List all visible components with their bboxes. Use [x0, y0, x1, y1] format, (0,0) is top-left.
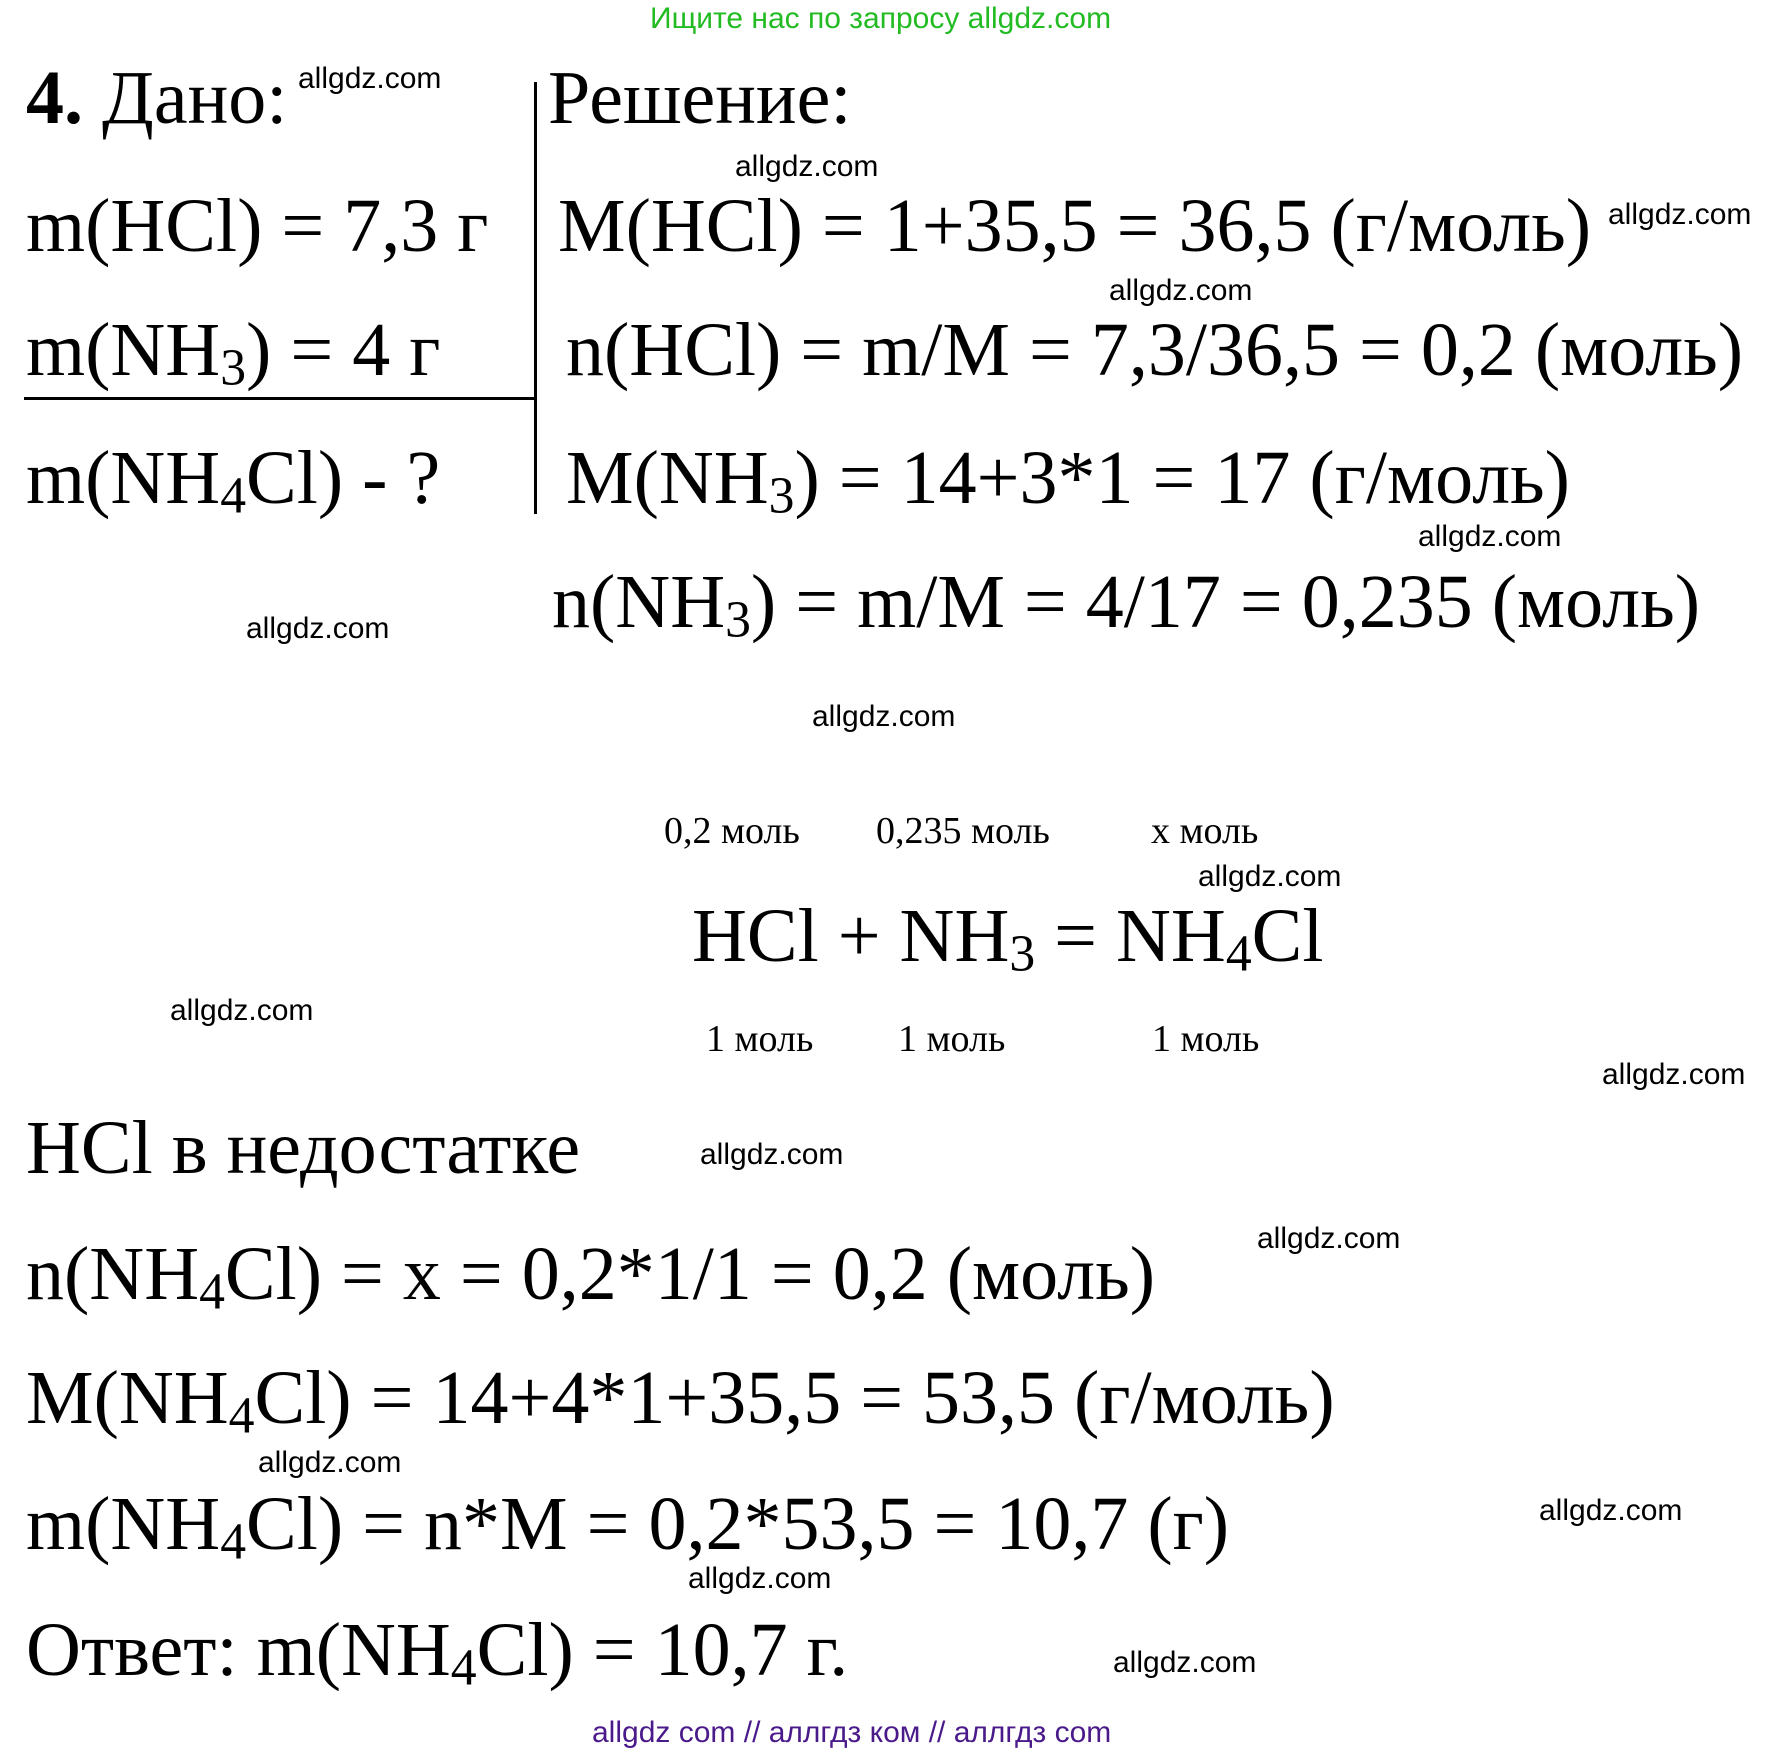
watermark: allgdz.com	[1257, 1222, 1401, 1255]
watermark: allgdz.com	[246, 612, 390, 645]
given-m-nh3-post: ) = 4 г	[246, 308, 441, 392]
given-find-pre: m(NH	[26, 436, 221, 520]
given-find-post: Cl) - ?	[246, 436, 441, 520]
conclusion-line-3-post: Cl) = n*M = 0,2*53,5 = 10,7 (г)	[246, 1482, 1230, 1566]
conclusion-line-3	[26, 1482, 1230, 1571]
reaction-below-hcl: 1 моль	[706, 1018, 814, 1060]
reaction-below-nh4cl: 1 моль	[1152, 1018, 1260, 1060]
given-m-nh3-pre: m(NH	[26, 308, 221, 392]
conclusion-line-1-sub: 4	[199, 1263, 225, 1321]
conclusion-line-2-post: Cl) = 14+4*1+35,5 = 53,5 (г/моль)	[254, 1356, 1335, 1440]
conclusion-line-2-sub: 4	[228, 1387, 255, 1445]
watermark: allgdz.com	[1602, 1058, 1746, 1091]
watermark: allgdz.com	[688, 1562, 832, 1595]
conclusion-line-3-sub: 4	[220, 1513, 247, 1571]
solution-line-2: n(HCl) = m/M = 7,3/36,5 = 0,2 (моль)	[566, 308, 1744, 392]
conclusion-line-1-pre: n(NH	[26, 1232, 200, 1316]
watermark: allgdz.com	[258, 1446, 402, 1479]
conclusion-line-1	[26, 1232, 1156, 1321]
reaction-above-hcl: 0,2 моль	[664, 810, 800, 852]
solution-line-4-pre: n(NH	[552, 560, 726, 644]
given-header	[26, 56, 288, 140]
solution-line-3-post: ) = 14+3*1 = 17 (г/моль)	[794, 436, 1570, 520]
answer-sub: 4	[450, 1639, 477, 1697]
watermark: allgdz.com	[1608, 198, 1752, 231]
reaction-above-nh3: 0,235 моль	[876, 810, 1050, 852]
watermark: allgdz.com	[1539, 1494, 1683, 1527]
solution-line-3-pre: M(NH	[566, 436, 769, 520]
given-m-nh3	[26, 308, 441, 397]
answer-pre: Ответ: m(NH	[26, 1608, 451, 1692]
reaction-above-nh4cl: x моль	[1151, 810, 1259, 852]
solution-title: Решение:	[548, 56, 852, 140]
watermark: allgdz.com	[812, 700, 956, 733]
solution-line-3-sub: 3	[768, 467, 795, 525]
given-title: Дано:	[102, 56, 288, 140]
watermark: allgdz.com	[1109, 274, 1253, 307]
given-m-hcl: m(HCl) = 7,3 г	[26, 184, 489, 268]
solution-line-3	[566, 436, 1570, 525]
solution-line-4-post: ) = m/M = 4/17 = 0,235 (моль)	[750, 560, 1701, 644]
answer-line	[26, 1608, 849, 1697]
reaction-eq-sub1: 3	[1009, 925, 1036, 983]
deficit-statement: HCl в недостатке	[26, 1106, 581, 1190]
watermark: allgdz.com	[1113, 1646, 1257, 1679]
watermark: allgdz.com	[1198, 860, 1342, 893]
given-divider-vertical	[534, 82, 537, 514]
given-find	[26, 436, 441, 525]
given-m-nh3-sub: 3	[220, 339, 247, 397]
reaction-eq-b: = NH	[1035, 894, 1226, 978]
bottom-banner: allgdz com // аллгдз ком // аллгдз com	[592, 1716, 1112, 1749]
solution-line-4	[552, 560, 1701, 649]
watermark: allgdz.com	[1418, 520, 1562, 553]
conclusion-line-2-pre: M(NH	[26, 1356, 229, 1440]
solution-line-4-sub: 3	[725, 591, 751, 649]
task-number: 4.	[26, 56, 83, 140]
conclusion-line-3-pre: m(NH	[26, 1482, 221, 1566]
watermark: allgdz.com	[700, 1138, 844, 1171]
given-find-sub: 4	[220, 467, 247, 525]
solution-line-1: M(HCl) = 1+35,5 = 36,5 (г/моль)	[558, 184, 1592, 268]
reaction-equation	[692, 894, 1324, 983]
reaction-eq-c: Cl	[1251, 894, 1324, 978]
top-banner: Ищите нас по запросу allgdz.com	[650, 2, 1112, 35]
watermark: allgdz.com	[735, 150, 879, 183]
reaction-below-nh3: 1 моль	[898, 1018, 1006, 1060]
conclusion-line-1-post: Cl) = x = 0,2*1/1 = 0,2 (моль)	[224, 1232, 1156, 1316]
watermark: allgdz.com	[298, 62, 442, 95]
reaction-eq-sub2: 4	[1225, 925, 1252, 983]
given-divider-horizontal	[24, 397, 537, 400]
reaction-eq-a: HCl + NH	[692, 894, 1010, 978]
conclusion-line-2	[26, 1356, 1335, 1445]
watermark: allgdz.com	[170, 994, 314, 1027]
answer-post: Cl) = 10,7 г.	[476, 1608, 849, 1692]
